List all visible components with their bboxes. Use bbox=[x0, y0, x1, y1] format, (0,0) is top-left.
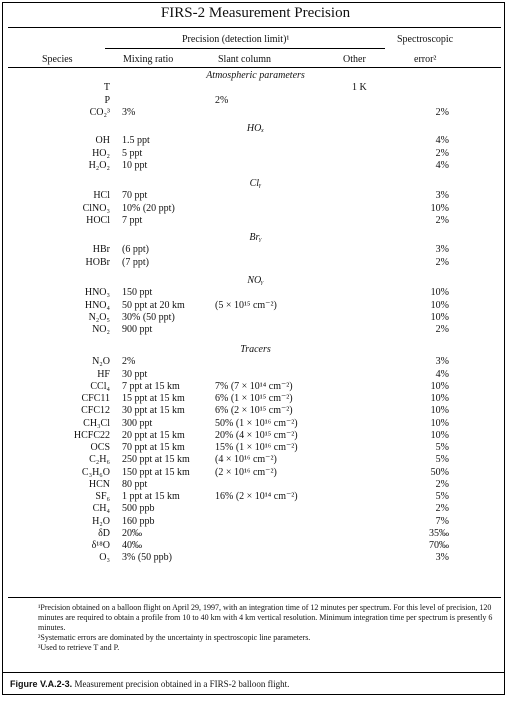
section-heading: Tracers bbox=[240, 344, 271, 355]
table-row bbox=[0, 454, 511, 466]
species-cell: CH₃Cl bbox=[83, 418, 110, 429]
species-cell: HNO₃ bbox=[84, 287, 110, 298]
mixing-ratio-cell: 10 ppt bbox=[122, 160, 148, 171]
mixing-ratio-cell: 300 ppt bbox=[122, 418, 153, 429]
top-rule bbox=[8, 27, 501, 28]
species-cell: NO₂ bbox=[92, 324, 110, 335]
slant-column-cell: 15% (1 × 10¹⁶ cm⁻²) bbox=[215, 442, 298, 453]
species-cell: CO₂³ bbox=[89, 107, 110, 118]
table-row bbox=[0, 467, 511, 479]
slant-column-cell: (2 × 10¹⁶ cm⁻²) bbox=[215, 467, 277, 478]
table-row bbox=[0, 369, 511, 381]
header-slant-column: Slant column bbox=[218, 54, 272, 65]
mixing-ratio-cell: 1.5 ppt bbox=[122, 135, 150, 146]
mixing-ratio-cell: 10% (20 ppt) bbox=[122, 203, 175, 214]
table-row bbox=[0, 160, 511, 172]
error-cell: 2% bbox=[435, 479, 449, 490]
mixing-ratio-cell: 7 ppt at 15 km bbox=[122, 381, 180, 392]
species-cell: C₂H₆ bbox=[89, 454, 110, 465]
error-cell: 10% bbox=[430, 405, 449, 416]
species-cell: HF bbox=[97, 369, 110, 380]
error-cell: 2% bbox=[435, 107, 449, 118]
error-cell: 2% bbox=[435, 324, 449, 335]
error-cell: 10% bbox=[430, 418, 449, 429]
caption-rule bbox=[3, 672, 504, 673]
species-cell: CFC12 bbox=[81, 405, 110, 416]
other-cell: 1 K bbox=[352, 82, 367, 93]
mixing-ratio-cell: 3% (50 ppb) bbox=[122, 552, 172, 563]
header-other: Other bbox=[343, 54, 366, 65]
header-error: error² bbox=[414, 54, 437, 65]
species-cell: HOBr bbox=[85, 257, 110, 268]
mixing-ratio-cell: 50 ppt at 20 km bbox=[122, 300, 185, 311]
slant-column-cell: 6% (1 × 10¹⁵ cm⁻²) bbox=[215, 393, 293, 404]
species-cell: CH₄ bbox=[92, 503, 110, 514]
error-cell: 2% bbox=[435, 257, 449, 268]
error-cell: 7% bbox=[435, 516, 449, 527]
section-heading: NOᵧ bbox=[247, 275, 264, 286]
mixing-ratio-cell: 900 ppt bbox=[122, 324, 153, 335]
error-cell: 4% bbox=[435, 160, 449, 171]
table-row bbox=[0, 491, 511, 503]
error-cell: 5% bbox=[435, 454, 449, 465]
error-cell: 4% bbox=[435, 135, 449, 146]
mixing-ratio-cell: 150 ppt bbox=[122, 287, 153, 298]
species-cell: ClNO₃ bbox=[82, 203, 110, 214]
header-precision: Precision (detection limit)¹ bbox=[182, 34, 290, 45]
error-cell: 5% bbox=[435, 442, 449, 453]
error-cell: 4% bbox=[435, 369, 449, 380]
error-cell: 3% bbox=[435, 356, 449, 367]
error-cell: 5% bbox=[435, 491, 449, 502]
mixing-ratio-cell: (6 ppt) bbox=[122, 244, 149, 255]
slant-column-cell: 2% bbox=[215, 95, 229, 106]
table-row bbox=[0, 356, 511, 368]
table-row bbox=[0, 257, 511, 269]
error-cell: 70‰ bbox=[429, 540, 449, 551]
table-row bbox=[0, 107, 511, 119]
mixing-ratio-cell: 15 ppt at 15 km bbox=[122, 393, 185, 404]
table-row bbox=[0, 540, 511, 552]
species-cell: δ¹⁸O bbox=[91, 540, 110, 551]
species-cell: N₂O bbox=[92, 356, 110, 367]
species-cell: SF₆ bbox=[95, 491, 110, 502]
footnote-3: ³Used to retrieve T and P. bbox=[38, 643, 120, 652]
footnote-2: ²Systematic errors are dominated by the uncertainty in spectroscopic line parameters. bbox=[38, 633, 311, 642]
table-row bbox=[0, 393, 511, 405]
mixing-ratio-cell: 20‰ bbox=[122, 528, 142, 539]
footnotes bbox=[38, 603, 500, 653]
species-cell: C₃H₆O bbox=[81, 467, 110, 478]
mixing-ratio-cell: 160 ppb bbox=[122, 516, 155, 527]
slant-column-cell: 20% (4 × 10¹⁵ cm⁻²) bbox=[215, 430, 298, 441]
mixing-ratio-cell: 80 ppt bbox=[122, 479, 148, 490]
mixing-ratio-cell: 150 ppt at 15 km bbox=[122, 467, 190, 478]
table-title: FIRS-2 Measurement Precision bbox=[160, 5, 351, 21]
table-row bbox=[0, 95, 511, 107]
mixing-ratio-cell: 70 ppt bbox=[122, 190, 148, 201]
header-mixing-ratio: Mixing ratio bbox=[123, 54, 174, 65]
mixing-ratio-cell: 30 ppt at 15 km bbox=[122, 405, 185, 416]
table-row bbox=[0, 418, 511, 430]
species-cell: HO₂ bbox=[92, 148, 110, 159]
species-cell: HCl bbox=[93, 190, 110, 201]
mixing-ratio-cell: 1 ppt at 15 km bbox=[122, 491, 180, 502]
error-cell: 10% bbox=[430, 203, 449, 214]
table-row bbox=[0, 300, 511, 312]
table-row bbox=[0, 430, 511, 442]
error-cell: 3% bbox=[435, 552, 449, 563]
table-row bbox=[0, 190, 511, 202]
species-cell: HBr bbox=[92, 244, 110, 255]
mixing-ratio-cell: (7 ppt) bbox=[122, 257, 149, 268]
table-row bbox=[0, 244, 511, 256]
caption-label: Figure V.A.2-3. bbox=[10, 679, 73, 689]
table-row bbox=[0, 405, 511, 417]
species-cell: HCFC22 bbox=[73, 430, 110, 441]
section-heading: Brᵧ bbox=[249, 232, 262, 243]
table-row bbox=[0, 503, 511, 515]
mixing-ratio-cell: 500 ppb bbox=[122, 503, 155, 514]
species-cell: HOCl bbox=[86, 215, 110, 226]
figure-caption bbox=[10, 679, 289, 689]
mixing-ratio-cell: 70 ppt at 15 km bbox=[122, 442, 185, 453]
precision-rule bbox=[105, 48, 385, 49]
slant-column-cell: 6% (2 × 10¹⁵ cm⁻²) bbox=[215, 405, 293, 416]
table-row bbox=[0, 552, 511, 564]
table-row bbox=[0, 203, 511, 215]
error-cell: 10% bbox=[430, 381, 449, 392]
species-cell: T bbox=[103, 82, 110, 93]
error-cell: 2% bbox=[435, 503, 449, 514]
error-cell: 10% bbox=[430, 393, 449, 404]
error-cell: 10% bbox=[430, 430, 449, 441]
table-row bbox=[0, 528, 511, 540]
mixing-ratio-cell: 30 ppt bbox=[122, 369, 148, 380]
species-cell: CFC11 bbox=[81, 393, 110, 404]
slant-column-cell: (4 × 10¹⁶ cm⁻²) bbox=[215, 454, 277, 465]
header-spectroscopic: Spectroscopic bbox=[397, 34, 454, 45]
slant-column-cell: 7% (7 × 10¹⁴ cm⁻²) bbox=[215, 381, 293, 392]
section-heading: Clᵧ bbox=[249, 178, 262, 189]
error-cell: 10% bbox=[430, 287, 449, 298]
table-row bbox=[0, 516, 511, 528]
species-cell: δD bbox=[98, 528, 110, 539]
mixing-ratio-cell: 2% bbox=[122, 356, 136, 367]
bottom-rule bbox=[8, 597, 501, 598]
species-cell: HNO₄ bbox=[84, 300, 110, 311]
table-row bbox=[0, 82, 511, 94]
section-heading: Atmospheric parameters bbox=[206, 70, 305, 81]
mixing-ratio-cell: 20 ppt at 15 km bbox=[122, 430, 185, 441]
footnote-1: ¹Precision obtained on a balloon flight on April 29, 1997, with an integration time of 12 minutes per spectrum. For this level of precision, 120 minutes are required to obtain a profile from 10 to 40 km with 4 km vertical resolution. Minimum integration time per spectrum is presently 6 minutes. bbox=[38, 603, 493, 632]
species-cell: OCS bbox=[90, 442, 110, 453]
error-cell: 3% bbox=[435, 190, 449, 201]
section-heading: HOₓ bbox=[246, 123, 265, 134]
error-cell: 10% bbox=[430, 312, 449, 323]
species-cell: H₂O bbox=[92, 516, 110, 527]
header-species: Species bbox=[42, 54, 73, 65]
table-row bbox=[0, 148, 511, 160]
caption-text: Measurement precision obtained in a FIRS-2 balloon flight. bbox=[72, 679, 290, 689]
table-row bbox=[0, 381, 511, 393]
mixing-ratio-cell: 30% (50 ppt) bbox=[122, 312, 175, 323]
table-row bbox=[0, 287, 511, 299]
error-cell: 2% bbox=[435, 215, 449, 226]
species-cell: CCl₄ bbox=[90, 381, 110, 392]
slant-column-cell: 50% (1 × 10¹⁶ cm⁻²) bbox=[215, 418, 298, 429]
error-cell: 10% bbox=[430, 300, 449, 311]
error-cell: 35‰ bbox=[429, 528, 449, 539]
error-cell: 2% bbox=[435, 148, 449, 159]
mixing-ratio-cell: 40‰ bbox=[122, 540, 142, 551]
species-cell: HCN bbox=[88, 479, 110, 490]
species-cell: N₂O₅ bbox=[88, 312, 110, 323]
table-row bbox=[0, 135, 511, 147]
species-cell: H₂O₂ bbox=[88, 160, 110, 171]
slant-column-cell: 16% (2 × 10¹⁴ cm⁻²) bbox=[215, 491, 298, 502]
error-cell: 3% bbox=[435, 244, 449, 255]
slant-column-cell: (5 × 10¹⁵ cm⁻²) bbox=[215, 300, 277, 311]
error-cell: 50% bbox=[430, 467, 449, 478]
mixing-ratio-cell: 7 ppt bbox=[122, 215, 143, 226]
header-rule bbox=[8, 67, 501, 68]
mixing-ratio-cell: 5 ppt bbox=[122, 148, 143, 159]
species-cell: OH bbox=[95, 135, 110, 146]
mixing-ratio-cell: 3% bbox=[122, 107, 136, 118]
table-row bbox=[0, 442, 511, 454]
table-row bbox=[0, 479, 511, 491]
species-cell: O₃ bbox=[99, 552, 110, 563]
table-row bbox=[0, 215, 511, 227]
species-cell: P bbox=[104, 95, 110, 106]
mixing-ratio-cell: 250 ppt at 15 km bbox=[122, 454, 190, 465]
table-row bbox=[0, 324, 511, 336]
table-row bbox=[0, 312, 511, 324]
